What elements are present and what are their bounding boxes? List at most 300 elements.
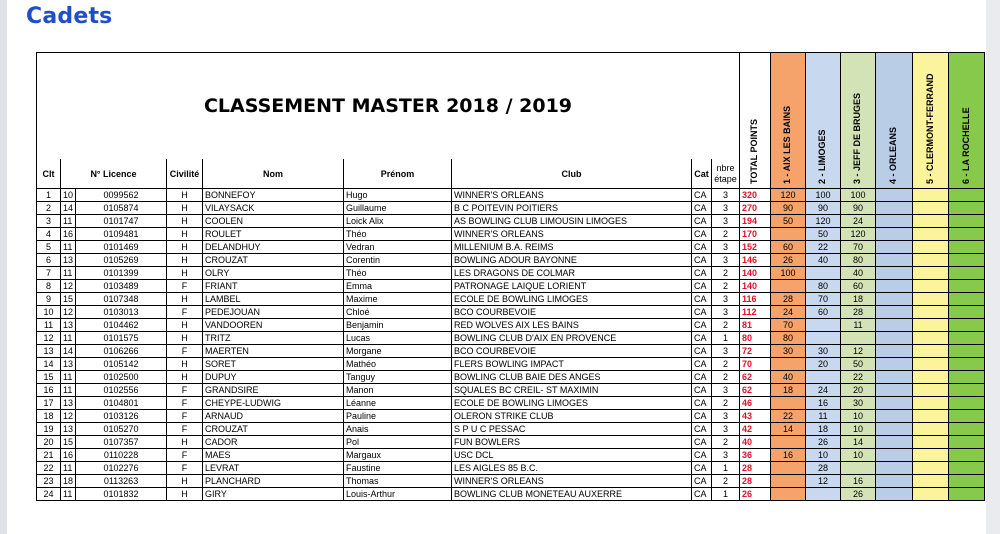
cell-club: BOWLING ADOUR BAYONNE bbox=[452, 254, 692, 267]
header-nbre-etape: nbre étape bbox=[712, 159, 740, 189]
header-stage-limoges: 2 - LIMOGES bbox=[806, 53, 841, 189]
cell-nom: LEVRAT bbox=[203, 462, 344, 475]
cell-clt: 15 bbox=[37, 371, 61, 384]
cell-e5 bbox=[913, 384, 949, 397]
cell-e1 bbox=[771, 462, 806, 475]
cell-civ: H bbox=[167, 475, 203, 488]
cell-prenom: Pauline bbox=[344, 410, 452, 423]
cell-licence: 0104462 bbox=[76, 319, 167, 332]
cell-club: S P U C PESSAC bbox=[452, 423, 692, 436]
cell-club: WINNER'S ORLEANS bbox=[452, 475, 692, 488]
cell-e6 bbox=[949, 410, 985, 423]
header-stage-rochelle: 6 - LA ROCHELLE bbox=[949, 53, 985, 189]
cell-e2: 26 bbox=[806, 436, 841, 449]
cell-nom: COOLEN bbox=[203, 215, 344, 228]
table-row bbox=[37, 267, 985, 280]
table-row bbox=[37, 332, 985, 345]
cell-e1 bbox=[771, 475, 806, 488]
cell-cat: CA bbox=[692, 462, 712, 475]
cell-total: 140 bbox=[740, 280, 771, 293]
cell-e5 bbox=[913, 306, 949, 319]
cell-licence: 0101469 bbox=[76, 241, 167, 254]
cell-cat: CA bbox=[692, 345, 712, 358]
cell-e4 bbox=[876, 358, 913, 371]
header-stage-clermont: 5 - CLERMONT-FERRAND bbox=[913, 53, 949, 189]
cell-club: BOWLING CLUB MONETEAU AUXERRE bbox=[452, 488, 692, 501]
cell-e5 bbox=[913, 475, 949, 488]
cell-clt: 6 bbox=[37, 254, 61, 267]
cell-e4 bbox=[876, 371, 913, 384]
cell-e2: 40 bbox=[806, 254, 841, 267]
cell-e2: 50 bbox=[806, 228, 841, 241]
cell-prenom: Morgane bbox=[344, 345, 452, 358]
table-row bbox=[37, 254, 985, 267]
cell-e5 bbox=[913, 202, 949, 215]
cell-nom: GRANDSIRE bbox=[203, 384, 344, 397]
cell-nom: LAMBEL bbox=[203, 293, 344, 306]
cell-prenom: Loick Alix bbox=[344, 215, 452, 228]
cell-e6 bbox=[949, 319, 985, 332]
cell-e6 bbox=[949, 358, 985, 371]
cell-prenom: Benjamin bbox=[344, 319, 452, 332]
cell-total: 320 bbox=[740, 189, 771, 202]
cell-prenom: Pol bbox=[344, 436, 452, 449]
cell-clt: 4 bbox=[37, 228, 61, 241]
cell-e5 bbox=[913, 293, 949, 306]
cell-total: 72 bbox=[740, 345, 771, 358]
cell-etapes: 2 bbox=[712, 228, 740, 241]
cell-e5 bbox=[913, 436, 949, 449]
cell-cat-num: 11 bbox=[61, 462, 76, 475]
cell-total: 270 bbox=[740, 202, 771, 215]
cell-e5 bbox=[913, 254, 949, 267]
cell-clt: 16 bbox=[37, 384, 61, 397]
cell-e3: 40 bbox=[841, 267, 876, 280]
cell-e1: 26 bbox=[771, 254, 806, 267]
cell-prenom: Mathéo bbox=[344, 358, 452, 371]
cell-cat-num: 11 bbox=[61, 241, 76, 254]
cell-club: LES AIGLES 85 B.C. bbox=[452, 462, 692, 475]
cell-total: 40 bbox=[740, 436, 771, 449]
cell-clt: 2 bbox=[37, 202, 61, 215]
cell-e2: 60 bbox=[806, 306, 841, 319]
cell-e1: 80 bbox=[771, 332, 806, 345]
cell-e4 bbox=[876, 397, 913, 410]
cell-e6 bbox=[949, 267, 985, 280]
cell-e2 bbox=[806, 267, 841, 280]
cell-club: BOWLING CLUB BAIE DES ANGES bbox=[452, 371, 692, 384]
cell-cat: CA bbox=[692, 254, 712, 267]
cell-club: ECOLE DE BOWLING LIMOGES bbox=[452, 397, 692, 410]
cell-licence: 0101747 bbox=[76, 215, 167, 228]
table-row bbox=[37, 306, 985, 319]
cell-nom: VILAYSACK bbox=[203, 202, 344, 215]
cell-prenom: Vedran bbox=[344, 241, 452, 254]
cell-total: 70 bbox=[740, 358, 771, 371]
left-window-edge bbox=[0, 0, 7, 534]
cell-cat-num: 14 bbox=[61, 202, 76, 215]
cell-e1: 24 bbox=[771, 306, 806, 319]
cell-nom: OLRY bbox=[203, 267, 344, 280]
cell-cat-num: 15 bbox=[61, 293, 76, 306]
cell-etapes: 3 bbox=[712, 345, 740, 358]
cell-e5 bbox=[913, 462, 949, 475]
cell-total: 62 bbox=[740, 371, 771, 384]
cell-civ: F bbox=[167, 397, 203, 410]
cell-total: 81 bbox=[740, 319, 771, 332]
cell-e4 bbox=[876, 332, 913, 345]
cell-e1 bbox=[771, 228, 806, 241]
cell-e6 bbox=[949, 241, 985, 254]
cell-e4 bbox=[876, 267, 913, 280]
cell-prenom: Faustine bbox=[344, 462, 452, 475]
cell-cat: CA bbox=[692, 215, 712, 228]
cell-total: 80 bbox=[740, 332, 771, 345]
cell-total: 112 bbox=[740, 306, 771, 319]
cell-etapes: 2 bbox=[712, 358, 740, 371]
cell-cat-num: 10 bbox=[61, 189, 76, 202]
cell-licence: 0107348 bbox=[76, 293, 167, 306]
cell-prenom: Hugo bbox=[344, 189, 452, 202]
cell-civ: F bbox=[167, 423, 203, 436]
table-row bbox=[37, 280, 985, 293]
cell-etapes: 3 bbox=[712, 449, 740, 462]
cell-etapes: 2 bbox=[712, 280, 740, 293]
cell-cat: CA bbox=[692, 228, 712, 241]
cell-cat: CA bbox=[692, 202, 712, 215]
cell-civ: H bbox=[167, 202, 203, 215]
cell-e3: 80 bbox=[841, 254, 876, 267]
cell-licence: 0102556 bbox=[76, 384, 167, 397]
cell-etapes: 3 bbox=[712, 215, 740, 228]
cell-total: 170 bbox=[740, 228, 771, 241]
header-civilite: Civilité bbox=[167, 159, 203, 189]
cell-e1: 28 bbox=[771, 293, 806, 306]
cell-cat-num: 13 bbox=[61, 423, 76, 436]
cell-e2 bbox=[806, 332, 841, 345]
cell-e3: 28 bbox=[841, 306, 876, 319]
cell-clt: 11 bbox=[37, 319, 61, 332]
cell-e6 bbox=[949, 475, 985, 488]
cell-e1: 22 bbox=[771, 410, 806, 423]
cell-e2: 80 bbox=[806, 280, 841, 293]
cell-e5 bbox=[913, 267, 949, 280]
cell-prenom: Tanguy bbox=[344, 371, 452, 384]
cell-e2: 120 bbox=[806, 215, 841, 228]
cell-e3: 10 bbox=[841, 449, 876, 462]
cell-cat-num: 11 bbox=[61, 215, 76, 228]
cell-e3: 24 bbox=[841, 215, 876, 228]
cell-clt: 23 bbox=[37, 475, 61, 488]
cell-licence: 0105269 bbox=[76, 254, 167, 267]
cell-e1 bbox=[771, 436, 806, 449]
cell-club: FLERS BOWLING IMPACT bbox=[452, 358, 692, 371]
cell-cat: CA bbox=[692, 397, 712, 410]
cell-cat: CA bbox=[692, 384, 712, 397]
cell-nom: VANDOOREN bbox=[203, 319, 344, 332]
header-clt: Clt bbox=[37, 159, 61, 189]
cell-e5 bbox=[913, 397, 949, 410]
cell-e3: 50 bbox=[841, 358, 876, 371]
cell-clt: 21 bbox=[37, 449, 61, 462]
cell-civ: H bbox=[167, 241, 203, 254]
cell-prenom: Chloé bbox=[344, 306, 452, 319]
cell-nom: FRIANT bbox=[203, 280, 344, 293]
cell-e5 bbox=[913, 241, 949, 254]
cell-cat: CA bbox=[692, 410, 712, 423]
table-title: CLASSEMENT MASTER 2018 / 2019 bbox=[37, 53, 740, 160]
cell-etapes: 2 bbox=[712, 397, 740, 410]
cell-cat-num: 13 bbox=[61, 319, 76, 332]
cell-nom: DELANDHUY bbox=[203, 241, 344, 254]
cell-e4 bbox=[876, 410, 913, 423]
cell-etapes: 3 bbox=[712, 241, 740, 254]
cell-civ: F bbox=[167, 449, 203, 462]
cell-e1 bbox=[771, 358, 806, 371]
cell-total: 152 bbox=[740, 241, 771, 254]
cell-civ: F bbox=[167, 462, 203, 475]
cell-cat-num: 16 bbox=[61, 228, 76, 241]
table-row bbox=[37, 475, 985, 488]
cell-e6 bbox=[949, 462, 985, 475]
cell-e6 bbox=[949, 293, 985, 306]
table-row bbox=[37, 358, 985, 371]
cell-e3: 22 bbox=[841, 371, 876, 384]
cell-e4 bbox=[876, 462, 913, 475]
cell-e6 bbox=[949, 254, 985, 267]
cell-prenom: Théo bbox=[344, 267, 452, 280]
cell-nom: PEDEJOUAN bbox=[203, 306, 344, 319]
cell-clt: 20 bbox=[37, 436, 61, 449]
cell-etapes: 3 bbox=[712, 189, 740, 202]
cell-e6 bbox=[949, 345, 985, 358]
cell-prenom: Anais bbox=[344, 423, 452, 436]
cell-prenom: Margaux bbox=[344, 449, 452, 462]
scrollbar[interactable] bbox=[986, 0, 1000, 534]
cell-club: BCO COURBEVOIE bbox=[452, 345, 692, 358]
cell-clt: 3 bbox=[37, 215, 61, 228]
cell-clt: 5 bbox=[37, 241, 61, 254]
cell-e2: 28 bbox=[806, 462, 841, 475]
cell-clt: 18 bbox=[37, 410, 61, 423]
cell-cat: CA bbox=[692, 267, 712, 280]
cell-licence: 0110228 bbox=[76, 449, 167, 462]
cell-e4 bbox=[876, 306, 913, 319]
cell-e5 bbox=[913, 280, 949, 293]
cell-cat-num: 13 bbox=[61, 254, 76, 267]
cell-total: 116 bbox=[740, 293, 771, 306]
cell-e3: 11 bbox=[841, 319, 876, 332]
cell-prenom: Corentin bbox=[344, 254, 452, 267]
cell-cat-num: 13 bbox=[61, 358, 76, 371]
cell-total: 43 bbox=[740, 410, 771, 423]
cell-e6 bbox=[949, 202, 985, 215]
cell-nom: GIRY bbox=[203, 488, 344, 501]
cell-e2 bbox=[806, 488, 841, 501]
cell-etapes: 2 bbox=[712, 267, 740, 280]
cell-e1: 16 bbox=[771, 449, 806, 462]
cell-civ: F bbox=[167, 280, 203, 293]
cell-club: ECOLE DE BOWLING LIMOGES bbox=[452, 293, 692, 306]
cell-nom: CROUZAT bbox=[203, 423, 344, 436]
cell-cat-num: 12 bbox=[61, 306, 76, 319]
cell-e4 bbox=[876, 319, 913, 332]
cell-civ: F bbox=[167, 345, 203, 358]
cell-nom: ROULET bbox=[203, 228, 344, 241]
cell-e2: 20 bbox=[806, 358, 841, 371]
cell-clt: 9 bbox=[37, 293, 61, 306]
cell-club: AS BOWLING CLUB LIMOUSIN LIMOGES bbox=[452, 215, 692, 228]
cell-e4 bbox=[876, 254, 913, 267]
cell-cat: CA bbox=[692, 449, 712, 462]
cell-e5 bbox=[913, 345, 949, 358]
cell-clt: 14 bbox=[37, 358, 61, 371]
cell-e6 bbox=[949, 215, 985, 228]
cell-club: LES DRAGONS DE COLMAR bbox=[452, 267, 692, 280]
table-row bbox=[37, 241, 985, 254]
cell-e4 bbox=[876, 215, 913, 228]
cell-clt: 19 bbox=[37, 423, 61, 436]
cell-etapes: 3 bbox=[712, 384, 740, 397]
cell-nom: MAERTEN bbox=[203, 345, 344, 358]
cell-e3 bbox=[841, 332, 876, 345]
cell-cat-num: 12 bbox=[61, 410, 76, 423]
cell-e1: 40 bbox=[771, 371, 806, 384]
cell-e6 bbox=[949, 488, 985, 501]
cell-cat: CA bbox=[692, 475, 712, 488]
cell-e3: 60 bbox=[841, 280, 876, 293]
cell-e4 bbox=[876, 436, 913, 449]
cell-licence: 0105142 bbox=[76, 358, 167, 371]
cell-cat-num: 16 bbox=[61, 449, 76, 462]
cell-licence: 0103013 bbox=[76, 306, 167, 319]
cell-civ: H bbox=[167, 358, 203, 371]
cell-prenom: Thomas bbox=[344, 475, 452, 488]
cell-licence: 0103126 bbox=[76, 410, 167, 423]
cell-e6 bbox=[949, 436, 985, 449]
cell-nom: ARNAUD bbox=[203, 410, 344, 423]
cell-club: WINNER'S ORLEANS bbox=[452, 228, 692, 241]
cell-e3: 100 bbox=[841, 189, 876, 202]
cell-club: RED WOLVES AIX LES BAINS bbox=[452, 319, 692, 332]
cell-prenom: Lucas bbox=[344, 332, 452, 345]
cell-e3: 70 bbox=[841, 241, 876, 254]
cell-civ: H bbox=[167, 371, 203, 384]
cell-e1: 60 bbox=[771, 241, 806, 254]
table-row bbox=[37, 215, 985, 228]
cell-prenom: Guillaume bbox=[344, 202, 452, 215]
cell-cat-num: 12 bbox=[61, 280, 76, 293]
table-row bbox=[37, 319, 985, 332]
header-cat: Cat bbox=[692, 159, 712, 189]
ranking-sheet bbox=[36, 52, 985, 501]
header-nom: Nom bbox=[203, 159, 344, 189]
cell-e2 bbox=[806, 371, 841, 384]
cell-nom: BONNEFOY bbox=[203, 189, 344, 202]
cell-e1: 70 bbox=[771, 319, 806, 332]
cell-e5 bbox=[913, 332, 949, 345]
cell-e5 bbox=[913, 449, 949, 462]
cell-e6 bbox=[949, 332, 985, 345]
cell-e4 bbox=[876, 345, 913, 358]
cell-e1: 50 bbox=[771, 215, 806, 228]
cell-e6 bbox=[949, 384, 985, 397]
cell-etapes: 3 bbox=[712, 410, 740, 423]
cell-licence: 0105874 bbox=[76, 202, 167, 215]
cell-cat: CA bbox=[692, 306, 712, 319]
cell-e1: 30 bbox=[771, 345, 806, 358]
cell-licence: 0104801 bbox=[76, 397, 167, 410]
cell-cat: CA bbox=[692, 436, 712, 449]
cell-total: 146 bbox=[740, 254, 771, 267]
cell-cat: CA bbox=[692, 241, 712, 254]
cell-total: 36 bbox=[740, 449, 771, 462]
cell-e3: 18 bbox=[841, 293, 876, 306]
cell-civ: H bbox=[167, 215, 203, 228]
cell-nom: CHEYPE-LUDWIG bbox=[203, 397, 344, 410]
cell-e3 bbox=[841, 462, 876, 475]
ranking-table bbox=[36, 52, 985, 501]
cell-licence: 0102500 bbox=[76, 371, 167, 384]
cell-cat-num: 11 bbox=[61, 267, 76, 280]
cell-e4 bbox=[876, 280, 913, 293]
cell-club: SQUALES BC CREIL- ST MAXIMIN bbox=[452, 384, 692, 397]
cell-etapes: 3 bbox=[712, 202, 740, 215]
header-stage-jeff: 3 - JEFF DE BRUGES bbox=[841, 53, 876, 189]
cell-e2 bbox=[806, 319, 841, 332]
table-row bbox=[37, 423, 985, 436]
cell-e2: 12 bbox=[806, 475, 841, 488]
cell-nom: CADOR bbox=[203, 436, 344, 449]
cell-cat-num: 14 bbox=[61, 345, 76, 358]
cell-licence: 0101399 bbox=[76, 267, 167, 280]
cell-civ: H bbox=[167, 189, 203, 202]
cell-cat: CA bbox=[692, 488, 712, 501]
cell-clt: 1 bbox=[37, 189, 61, 202]
cell-cat-num: 11 bbox=[61, 371, 76, 384]
cell-e4 bbox=[876, 423, 913, 436]
cell-total: 62 bbox=[740, 384, 771, 397]
cell-civ: H bbox=[167, 319, 203, 332]
cell-e5 bbox=[913, 423, 949, 436]
cell-total: 26 bbox=[740, 488, 771, 501]
cell-e3: 12 bbox=[841, 345, 876, 358]
table-row bbox=[37, 449, 985, 462]
page-title: Cadets bbox=[26, 4, 113, 29]
cell-e3: 30 bbox=[841, 397, 876, 410]
cell-etapes: 1 bbox=[712, 488, 740, 501]
cell-cat-num: 15 bbox=[61, 436, 76, 449]
cell-clt: 7 bbox=[37, 267, 61, 280]
cell-clt: 13 bbox=[37, 345, 61, 358]
cell-civ: F bbox=[167, 306, 203, 319]
cell-cat: CA bbox=[692, 423, 712, 436]
table-row bbox=[37, 202, 985, 215]
cell-e2: 18 bbox=[806, 423, 841, 436]
cell-e3: 10 bbox=[841, 423, 876, 436]
cell-e5 bbox=[913, 358, 949, 371]
cell-cat: CA bbox=[692, 332, 712, 345]
cell-e6 bbox=[949, 449, 985, 462]
cell-cat: CA bbox=[692, 358, 712, 371]
cell-e3: 20 bbox=[841, 384, 876, 397]
cell-etapes: 3 bbox=[712, 306, 740, 319]
cell-e1: 14 bbox=[771, 423, 806, 436]
cell-e6 bbox=[949, 228, 985, 241]
cell-total: 140 bbox=[740, 267, 771, 280]
cell-e4 bbox=[876, 449, 913, 462]
cell-e1: 120 bbox=[771, 189, 806, 202]
